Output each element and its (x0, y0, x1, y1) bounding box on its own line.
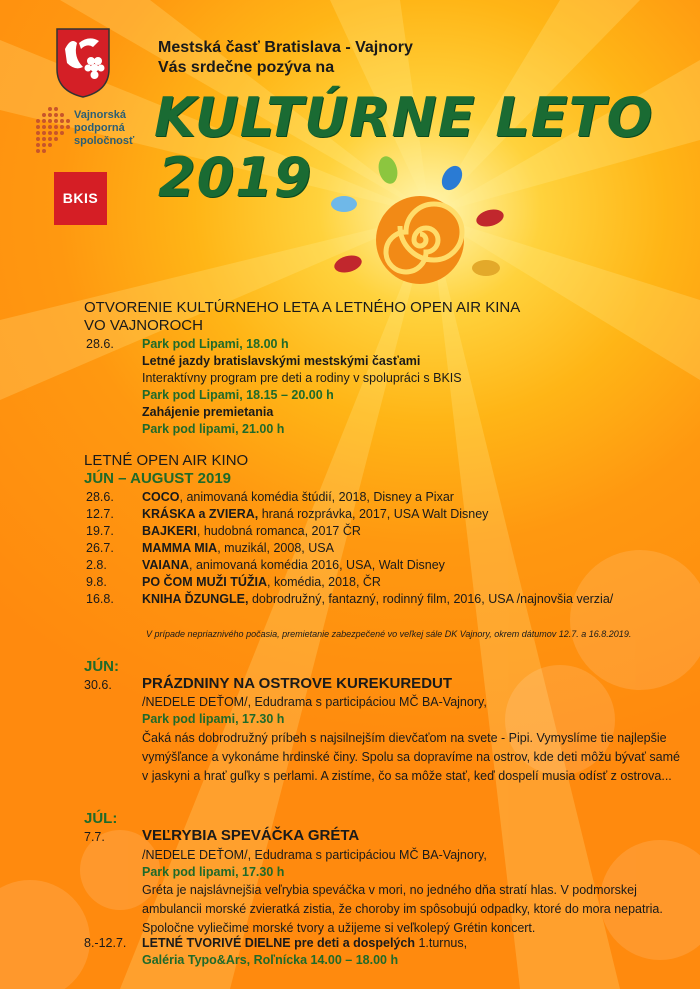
weather-note: V prípade nepriaznivého počasia, premietanie zabezpečené vo veľkej sále DK Vajnory, okrem dátumov 12.7. a 16.8.2019. (146, 629, 632, 639)
june-event-desc: Čaká nás dobrodružný príbeh s najsilnejším dievčaťom na svete - Pipi. Vymyslíme tie najlepšie vymýšľance a vykonáme hrdinské činy. Spolu sa dopravíme na ostrov, kde deti môžu bývať samé v jaskyni a hrať guľky s perlami. A zistíme, čo sa môže stať, keď dospelí musia odísť z ostrova... (142, 731, 680, 783)
opening-event-screening: Zahájenie premietania (142, 405, 274, 419)
vajnorska-podporna-spolocnost-logo (30, 103, 150, 161)
film-text (142, 489, 454, 506)
film-text (142, 540, 334, 557)
film-date: 16.8. (86, 592, 114, 606)
film-description: , hudobná romanca, 2017 ČR (196, 524, 361, 538)
bkis-logo (54, 172, 107, 225)
film-title: KNIHA ĎZUNGLE, (142, 592, 249, 606)
opening-heading-line1: OTVORENIE KULTÚRNEHO LETA A LETNÉHO OPEN AIR KINA (84, 299, 521, 316)
film-title: BAJKERI (142, 524, 197, 538)
workshop-line (142, 935, 467, 952)
film-date: 19.7. (86, 524, 114, 538)
film-date: 26.7. (86, 541, 114, 555)
workshop-place: Galéria Typo&Ars, Roľnícka 14.00 – 18.00 h (142, 953, 399, 967)
organizer-line: Mestská časť Bratislava - Vajnory (158, 39, 413, 56)
film-description: hraná rozprávka, 2017, USA Walt Disney (258, 507, 489, 521)
july-event-desc: Gréta je najslávnejšia veľrybia speváčka v mori, no jedného dňa stratí hlas. V podmorskej ambulancii morské zvieratká zistia, že choroby im spôsobujú odpadky, ktoré do mora nepatria. Spoločne vyliečime morské tvory a užijeme si veľkolepý Grétin koncert. (142, 883, 663, 935)
film-description: , muzikál, 2008, USA (217, 541, 334, 555)
film-text (142, 506, 488, 523)
partner-name-line1: Vajnorská (74, 109, 126, 121)
workshop-title: LETNÉ TVORIVÉ DIELNE pre deti a dospelých (142, 936, 415, 950)
workshop-date: 8.-12.7. (84, 936, 127, 950)
film-title: PO ČOM MUŽI TÚŽIA (142, 575, 267, 589)
cinema-heading: LETNÉ OPEN AIR KINO (84, 452, 249, 469)
opening-place-3: Park pod lipami, 21.00 h (142, 422, 285, 436)
film-date: 28.6. (86, 490, 114, 504)
film-title: KRÁSKA a ZVIERA, (142, 507, 259, 521)
film-text (142, 523, 361, 540)
film-title: VAIANA (142, 558, 189, 572)
july-date: 7.7. (84, 830, 105, 844)
partner-name-line2: podporná (74, 122, 125, 134)
opening-date: 28.6. (86, 337, 114, 351)
opening-event-program: Interaktívny program pre deti a rodiny v spolupráci s BKIS (142, 371, 462, 385)
july-event-place: Park pod lipami, 17.30 h (142, 865, 285, 879)
july-event-sub: /NEDELE DEŤOM/, Edudrama s participáciou MČ BA-Vajnory, (142, 848, 487, 862)
bkis-logo-text: BKIS (62, 190, 99, 206)
film-date: 2.8. (86, 558, 107, 572)
film-description: dobrodružný, fantazný, rodinný film, 2016, USA /najnovšia verzia/ (248, 592, 614, 606)
event-title: KULTÚRNE LETO (154, 86, 654, 149)
dotted-grid-icon (30, 103, 74, 159)
opening-heading-line2: VO VAJNOROCH (84, 317, 203, 334)
invitation-line: Vás srdečne pozýva na (158, 59, 335, 76)
july-event-title: VEĽRYBIA SPEVÁČKA GRÉTA (142, 827, 360, 844)
june-month: JÚN: (84, 658, 120, 675)
film-text (142, 574, 381, 591)
film-title: MAMMA MIA (142, 541, 218, 555)
event-year: 2019 (158, 146, 313, 209)
film-text (142, 557, 445, 574)
film-date: 9.8. (86, 575, 107, 589)
cinema-subheading: JÚN – AUGUST 2019 (84, 470, 231, 487)
film-description: , animovaná komédia štúdií, 2018, Disney a Pixar (179, 490, 454, 504)
film-description: , animovaná komédia 2016, USA, Walt Disney (189, 558, 445, 572)
june-event-title: PRÁZDNINY NA OSTROVE KUREKUREDUT (142, 675, 453, 692)
film-description: , komédia, 2018, ČR (267, 575, 381, 589)
opening-event-rides: Letné jazdy bratislavskými mestskými časťami (142, 354, 421, 368)
vajnory-coat-of-arms-icon (55, 27, 111, 99)
june-event-sub: /NEDELE DEŤOM/, Edudrama s participáciou MČ BA-Vajnory, (142, 695, 487, 709)
opening-place-2: Park pod Lipami, 18.15 – 20.00 h (142, 388, 334, 402)
sun-spiral-icon (328, 150, 508, 290)
opening-place-1: Park pod Lipami, 18.00 h (142, 337, 289, 351)
partner-name-line3: spoločnosť (74, 135, 135, 147)
june-date: 30.6. (84, 678, 112, 692)
film-title: COCO (142, 490, 180, 504)
film-date: 12.7. (86, 507, 114, 521)
june-event-place: Park pod lipami, 17.30 h (142, 712, 285, 726)
film-text (142, 591, 613, 608)
july-month: JÚL: (84, 810, 118, 827)
workshop-turn: 1.turnus, (414, 936, 468, 950)
